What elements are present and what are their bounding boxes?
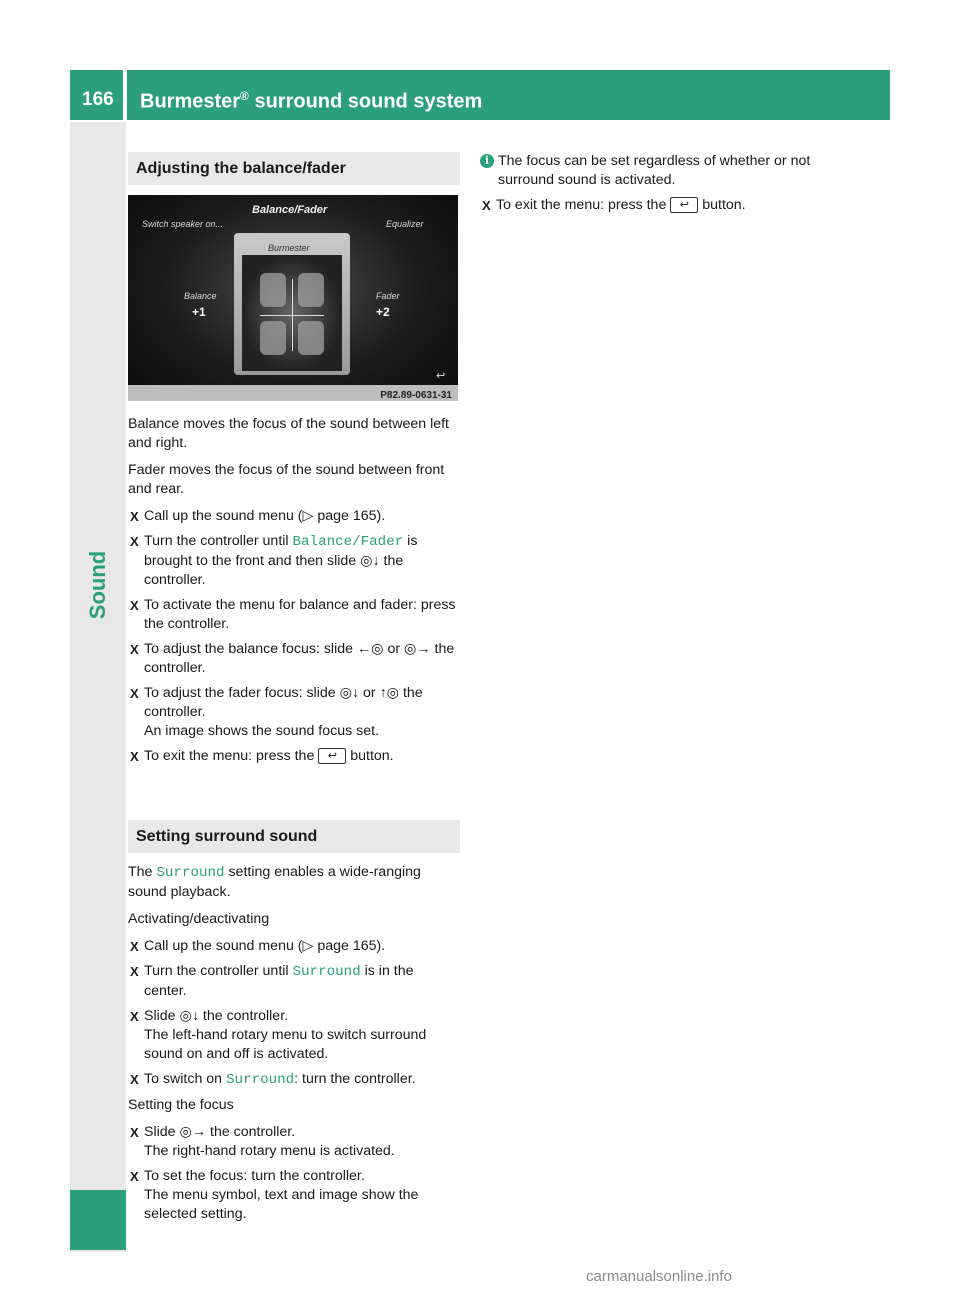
step-marker-icon: X: [130, 749, 139, 764]
balance-fader-screen-image: [128, 195, 458, 401]
chapter-title: [140, 89, 482, 114]
step-text: is brought to the front and then slide ◎↓ the controller.: [144, 533, 418, 588]
screen-right-menu: Equalizer: [386, 219, 424, 229]
watermark: carmanualsonline.info: [586, 1268, 732, 1285]
screen-center-panel: [234, 233, 350, 375]
back-button-icon: ↩: [670, 197, 698, 213]
back-icon: ↩: [436, 370, 446, 382]
screen-balance-value: +1: [192, 305, 206, 319]
step-text: Slide ◎→ the controller.: [144, 1124, 296, 1140]
step-text: To exit the menu: press the: [144, 748, 315, 764]
back-button-icon: ↩: [318, 748, 346, 764]
info-note: [480, 152, 825, 190]
step-result: The menu symbol, text and image show the selected setting.: [144, 1187, 419, 1222]
subheading-activating: Activating/deactivating: [128, 911, 270, 927]
step-item: [128, 532, 460, 590]
step-text: button.: [346, 748, 394, 764]
step-result: An image shows the sound focus set.: [144, 723, 380, 739]
step-marker-icon: X: [130, 509, 139, 524]
step-text: button.: [698, 197, 746, 213]
page-header: [70, 70, 890, 120]
intro-text: setting enables a wide-ranging sound playback.: [128, 864, 421, 900]
intro-text: The: [128, 864, 157, 880]
step-result: The right-hand rotary menu is activated.: [144, 1143, 395, 1159]
step-item: [128, 937, 460, 956]
chapter-title-rest: surround sound system: [248, 90, 483, 113]
step-marker-icon: X: [130, 1125, 139, 1140]
step-item: [128, 507, 460, 526]
step-text: Turn the controller until: [144, 533, 289, 549]
step-marker-icon: X: [482, 198, 491, 213]
seat-icon: [260, 273, 286, 307]
step-marker-icon: X: [130, 964, 139, 979]
menu-keyword: Balance/Fader: [292, 534, 404, 550]
figure-code-strip: [128, 385, 458, 401]
step-marker-icon: X: [130, 939, 139, 954]
step-text: To exit the menu: press the: [496, 197, 667, 213]
step-text: To switch on: [144, 1071, 223, 1087]
menu-keyword: Surround: [292, 964, 361, 980]
step-item: [480, 196, 825, 215]
step-text: To adjust the balance focus: slide ←◎ or ◎→ the controller.: [144, 641, 455, 676]
step-text: To activate the menu for balance and fader: press the controller.: [144, 597, 456, 632]
step-text: Call up the sound menu (▷ page 165).: [144, 508, 386, 524]
seat-icon: [298, 273, 324, 307]
chapter-title-brand: Burmester: [140, 90, 241, 113]
right-column: [480, 152, 825, 221]
step-item: [128, 640, 460, 678]
section-gap: [128, 772, 460, 820]
step-result: The left-hand rotary menu to switch surround sound on and off is activated.: [144, 1027, 427, 1062]
focus-crosshair-v: [292, 279, 293, 351]
step-marker-icon: X: [130, 534, 139, 549]
burmester-logo: Burmester: [268, 243, 310, 253]
subheading-focus: Setting the focus: [128, 1097, 234, 1113]
step-text: To set the focus: turn the controller.: [144, 1168, 365, 1184]
screen-left-menu: Switch speaker on...: [142, 219, 224, 229]
balance-description: Balance moves the focus of the sound between left and right.: [128, 416, 449, 451]
step-item: [128, 596, 460, 634]
side-tab-text: Sound: [85, 550, 110, 620]
step-marker-icon: X: [130, 1009, 139, 1024]
step-text: is in the center.: [144, 963, 414, 999]
info-text: The focus can be set regardless of whether or not surround sound is activated.: [498, 153, 811, 188]
step-marker-icon: X: [130, 1072, 139, 1087]
step-item: [128, 1167, 460, 1224]
side-tab: [70, 122, 126, 1252]
step-item: [128, 1123, 460, 1161]
section-heading-balance: Adjusting the balance/fader: [128, 152, 460, 185]
step-text: Turn the controller until: [144, 963, 289, 979]
step-text: : turn the controller.: [294, 1071, 416, 1087]
figure-code: P82.89-0631-31: [380, 390, 452, 401]
screen-balance-label: Balance: [184, 291, 217, 301]
screen-fader-label: Fader: [376, 291, 400, 301]
step-item: [128, 1070, 460, 1090]
left-column: [128, 152, 460, 1230]
step-marker-icon: X: [130, 686, 139, 701]
info-icon: i: [480, 154, 494, 168]
page-number: 166: [82, 89, 114, 110]
step-marker-icon: X: [130, 642, 139, 657]
step-marker-icon: X: [130, 598, 139, 613]
step-text: Slide ◎↓ the controller.: [144, 1008, 289, 1024]
side-tab-block: [70, 1190, 126, 1250]
fader-description: Fader moves the focus of the sound between front and rear.: [128, 462, 445, 497]
surround-intro: [128, 863, 460, 902]
menu-keyword: Surround: [226, 1072, 295, 1088]
step-item: [128, 747, 460, 766]
step-text: To adjust the fader focus: slide ◎↓ or ↑◎ the controller.: [144, 685, 423, 720]
screen-title: Balance/Fader: [252, 204, 328, 216]
section-heading-surround: Setting surround sound: [128, 820, 460, 853]
registered-mark: ®: [240, 89, 249, 103]
side-tab-label: [70, 520, 126, 650]
step-marker-icon: X: [130, 1169, 139, 1184]
step-item: [128, 1007, 460, 1064]
screen-fader-value: +2: [376, 305, 390, 319]
seat-view: [242, 255, 342, 371]
step-item: [128, 962, 460, 1001]
seat-icon: [260, 321, 286, 355]
menu-keyword: Surround: [156, 865, 225, 881]
step-item: [128, 684, 460, 741]
step-text: Call up the sound menu (▷ page 165).: [144, 938, 386, 954]
header-separator: [123, 70, 127, 120]
seat-icon: [298, 321, 324, 355]
